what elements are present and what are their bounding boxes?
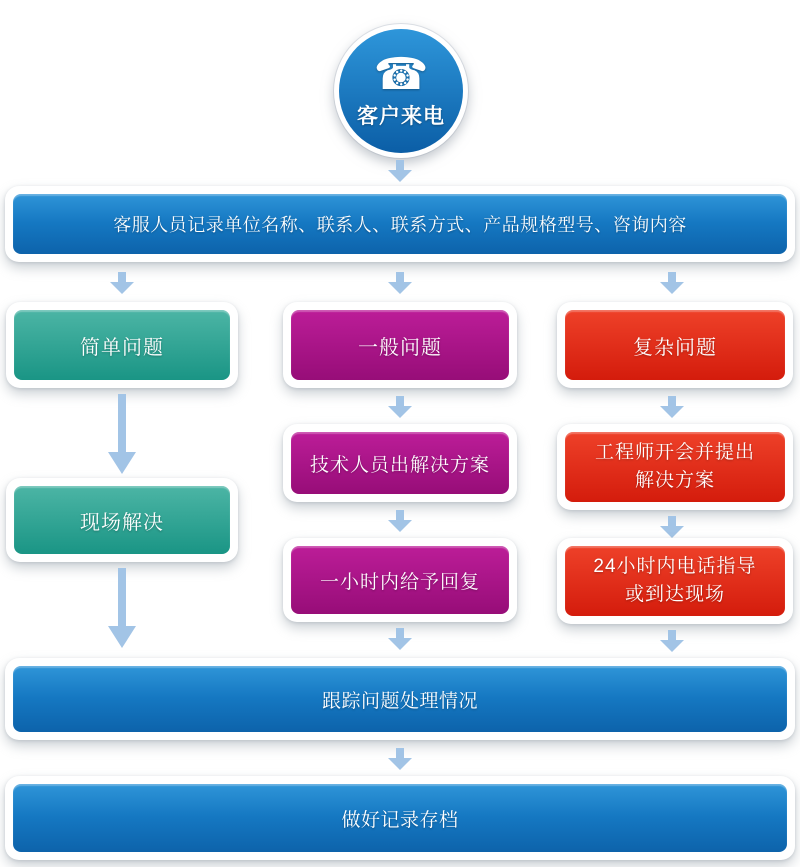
node-label: 一小时内给予回复 — [319, 571, 480, 593]
node-tech-solution — [283, 424, 517, 502]
track-banner-label: 跟踪问题处理情况 — [321, 690, 478, 712]
node-complex-problem — [557, 302, 793, 388]
arrow-down-icon — [659, 516, 685, 538]
arrow-down-icon — [387, 272, 413, 294]
node-label — [595, 439, 755, 494]
node-onsite-solve — [6, 478, 238, 562]
arrow-down-icon — [659, 272, 685, 294]
node-reply-one-hour — [283, 538, 517, 622]
arrow-down-icon — [659, 630, 685, 652]
arrow-down-icon — [387, 396, 413, 418]
start-label: 客户来电 — [357, 104, 445, 128]
node-label: 一般问题 — [358, 336, 442, 359]
node-label-line2: 或到达现场 — [624, 584, 725, 605]
arrow-down-long-icon — [107, 394, 137, 474]
start-node — [334, 24, 468, 158]
arrow-down-icon — [659, 396, 685, 418]
node-label-line2: 解决方案 — [634, 470, 715, 491]
arrow-down-icon — [109, 272, 135, 294]
node-label — [593, 553, 756, 608]
arrow-down-long-icon — [107, 568, 137, 648]
archive-banner-label: 做好记录存档 — [341, 809, 459, 831]
node-engineer-meeting — [557, 424, 793, 510]
telephone-icon: ☎ — [373, 48, 429, 100]
node-label: 现场解决 — [80, 511, 164, 534]
node-general-problem — [283, 302, 517, 388]
archive-banner — [5, 776, 795, 860]
record-banner-label: 客服人员记录单位名称、联系人、联系方式、产品规格型号、咨询内容 — [113, 215, 687, 235]
start-node-face — [339, 29, 463, 153]
node-label: 复杂问题 — [633, 336, 717, 359]
node-phone-guidance — [557, 538, 793, 624]
node-label: 技术人员出解决方案 — [309, 454, 490, 476]
record-banner — [5, 186, 795, 262]
arrow-down-icon — [387, 160, 413, 182]
node-label-line1: 工程师开会并提出 — [594, 442, 755, 464]
track-banner — [5, 658, 795, 740]
arrow-down-icon — [387, 748, 413, 770]
node-simple-problem — [6, 302, 238, 388]
arrow-down-icon — [387, 628, 413, 650]
arrow-down-icon — [387, 510, 413, 532]
node-label-line1: 24小时内电话指导 — [593, 556, 757, 578]
node-label: 简单问题 — [80, 336, 164, 359]
